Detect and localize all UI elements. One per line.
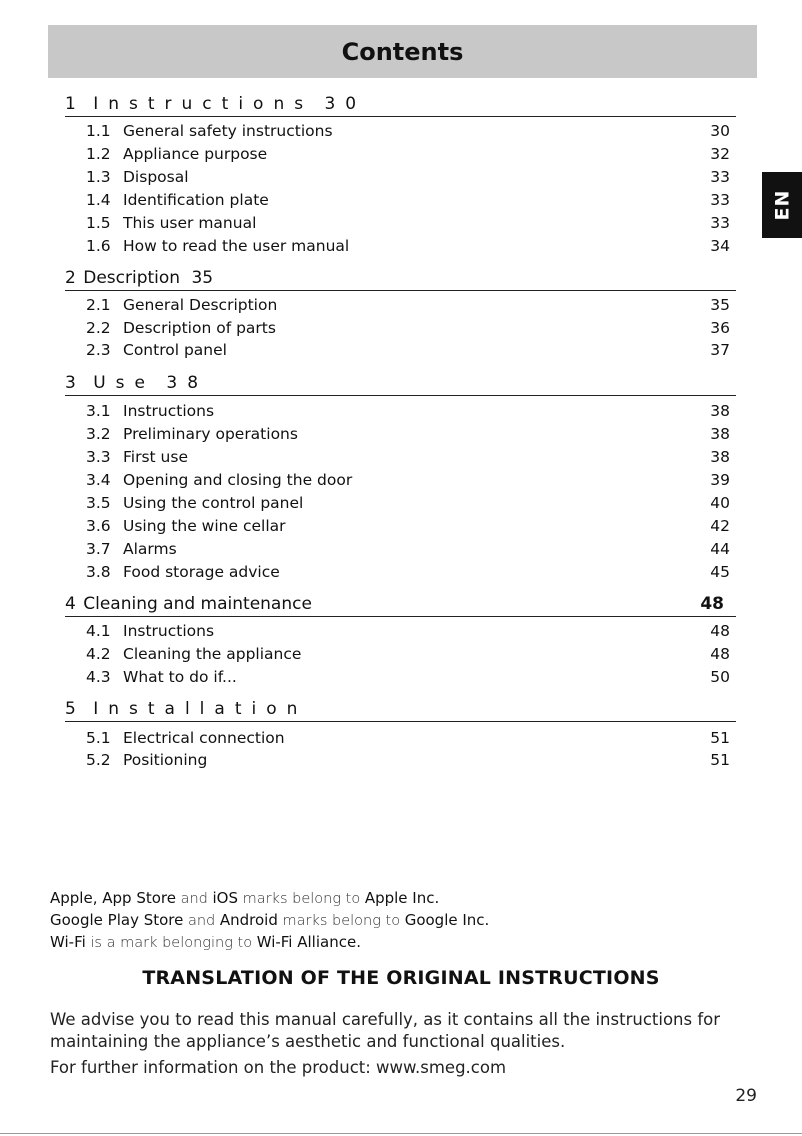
- entry-page: 36: [710, 319, 730, 337]
- section-number: 5: [65, 699, 86, 719]
- entry-page: 38: [710, 425, 730, 443]
- further-info-paragraph: For further information on the product: www.smeg.com: [50, 1058, 507, 1077]
- entry-number: 2.3: [86, 341, 111, 359]
- toc-entry[interactable]: [86, 643, 730, 665]
- entry-number: 1.3: [86, 168, 111, 186]
- toc-entry[interactable]: [86, 317, 730, 339]
- entry-title: Appliance purpose: [123, 145, 268, 163]
- entry-title: Opening and closing the door: [123, 471, 353, 489]
- entry-page: 37: [710, 341, 730, 359]
- section-number: 4: [65, 594, 76, 614]
- toc-entry[interactable]: [86, 235, 730, 257]
- trademark-line-wifi: [50, 932, 750, 954]
- toc-entry[interactable]: [86, 620, 730, 642]
- brand-wifi: Wi-Fi: [50, 933, 86, 951]
- toc-entry[interactable]: [86, 727, 730, 749]
- owner-apple-inc: Apple Inc.: [364, 889, 440, 907]
- entry-page: 30: [710, 122, 730, 140]
- owner-wifi-alliance: Wi-Fi Alliance: [256, 933, 357, 951]
- entry-page: 33: [710, 214, 730, 232]
- toc-entry[interactable]: [86, 561, 730, 583]
- toc-entry[interactable]: [86, 538, 730, 560]
- entry-number: 2.2: [86, 319, 111, 337]
- section-title: Instructions: [93, 94, 314, 114]
- entry-title: Cleaning the appliance: [123, 645, 302, 663]
- translation-heading: TRANSLATION OF THE ORIGINAL INSTRUCTIONS: [142, 967, 660, 989]
- entry-number: 4.3: [86, 668, 111, 686]
- entry-number: 2.1: [86, 296, 111, 314]
- language-tab-label: EN: [770, 189, 793, 221]
- entry-number: 1.2: [86, 145, 111, 163]
- entry-title: Preliminary operations: [123, 425, 298, 443]
- contents-banner: [48, 25, 757, 78]
- toc-entry[interactable]: [86, 666, 730, 688]
- section-page: 38: [166, 373, 209, 393]
- entry-page: 44: [710, 540, 730, 558]
- entry-number: 5.1: [86, 729, 111, 747]
- entry-title: This user manual: [123, 214, 257, 232]
- toc-entry[interactable]: [86, 446, 730, 468]
- brand-google-play: Google Play Store: [50, 911, 184, 929]
- toc-entry[interactable]: [86, 189, 730, 211]
- entry-page: 40: [710, 494, 730, 512]
- brand-apple: Apple: [50, 889, 93, 907]
- trademark-notice: [50, 888, 750, 954]
- entry-number: 3.7: [86, 540, 111, 558]
- page-title: Contents: [341, 37, 464, 66]
- entry-title: Disposal: [123, 168, 189, 186]
- entry-number: 5.2: [86, 751, 111, 769]
- entry-page: 32: [710, 145, 730, 163]
- entry-number: 1.6: [86, 237, 111, 255]
- entry-title: Instructions: [123, 402, 215, 420]
- section-page: 35: [191, 268, 214, 288]
- entry-title: Using the control panel: [123, 494, 304, 512]
- toc-entry[interactable]: [86, 469, 730, 491]
- toc-entry[interactable]: [86, 423, 730, 445]
- entry-title: How to read the user manual: [123, 237, 350, 255]
- page-number: 29: [735, 1086, 757, 1106]
- entry-page: 38: [710, 448, 730, 466]
- section-number: 3: [65, 373, 86, 393]
- entry-title: Alarms: [123, 540, 177, 558]
- entry-title: Control panel: [123, 341, 227, 359]
- entry-page: 48: [710, 622, 730, 640]
- entry-title: General safety instructions: [123, 122, 333, 140]
- section-title: Description: [83, 268, 181, 288]
- toc-entry[interactable]: [86, 492, 730, 514]
- entry-title: Electrical connection: [123, 729, 285, 747]
- toc-entry[interactable]: [86, 143, 730, 165]
- trademark-line-google: [50, 910, 750, 932]
- entry-title: Positioning: [123, 751, 208, 769]
- entry-number: 4.2: [86, 645, 111, 663]
- entry-number: 3.6: [86, 517, 111, 535]
- advise-paragraph: We advise you to read this manual carefully, as it contains all the instructions for maintaining the appliance’s aesthetic and functional qualities.: [50, 1010, 721, 1051]
- toc-entry[interactable]: [86, 515, 730, 537]
- entry-title: First use: [123, 448, 188, 466]
- toc-entry[interactable]: [86, 166, 730, 188]
- entry-number: 1.1: [86, 122, 111, 140]
- toc-entry[interactable]: [86, 212, 730, 234]
- entry-title: Identification plate: [123, 191, 269, 209]
- entry-page: 42: [710, 517, 730, 535]
- entry-number: 4.1: [86, 622, 111, 640]
- connector-text: marks belong to: [237, 891, 365, 907]
- entry-title: What to do if...: [123, 668, 237, 686]
- toc-entry[interactable]: [86, 400, 730, 422]
- entry-number: 1.4: [86, 191, 111, 209]
- entry-page: 48: [710, 645, 730, 663]
- separator: ,: [92, 889, 103, 907]
- connector-text: and: [183, 913, 220, 929]
- bottom-divider: [0, 1133, 802, 1134]
- toc-section-2[interactable]: [65, 268, 736, 291]
- trademark-line-apple: [50, 888, 750, 910]
- entry-page: 33: [710, 191, 730, 209]
- owner-google-inc: Google Inc.: [404, 911, 490, 929]
- entry-page: 50: [710, 668, 730, 686]
- section-title: Cleaning and maintenance: [83, 594, 312, 614]
- entry-page: 39: [710, 471, 730, 489]
- toc-section-3[interactable]: [65, 373, 736, 396]
- toc-entry[interactable]: [86, 120, 730, 142]
- toc-section-5[interactable]: [65, 699, 736, 722]
- section-title: Installation: [93, 699, 308, 719]
- entry-number: 3.5: [86, 494, 111, 512]
- connector-text: marks belong to: [277, 913, 405, 929]
- toc-section-4[interactable]: [65, 594, 736, 617]
- entry-number: 3.2: [86, 425, 111, 443]
- section-number: 2: [65, 268, 76, 288]
- toc-entry[interactable]: [86, 294, 730, 316]
- toc-entry[interactable]: [86, 749, 730, 771]
- entry-number: 3.4: [86, 471, 111, 489]
- brand-ios: iOS: [212, 889, 238, 907]
- connector-text: is a mark belonging to: [85, 935, 257, 951]
- entry-page: 51: [710, 729, 730, 747]
- toc-section-1[interactable]: [65, 94, 736, 117]
- entry-number: 1.5: [86, 214, 111, 232]
- section-page: 48: [700, 594, 724, 614]
- section-title: Use: [93, 373, 155, 393]
- language-tab: [762, 172, 802, 238]
- toc-entry[interactable]: [86, 339, 730, 361]
- entry-page: 45: [710, 563, 730, 581]
- entry-title: Instructions: [123, 622, 215, 640]
- period: .: [356, 933, 361, 951]
- entry-number: 3.3: [86, 448, 111, 466]
- section-page: 30: [324, 94, 367, 114]
- entry-page: 35: [710, 296, 730, 314]
- entry-page: 38: [710, 402, 730, 420]
- entry-title: Food storage advice: [123, 563, 280, 581]
- entry-page: 34: [710, 237, 730, 255]
- connector-text: and: [175, 891, 213, 907]
- entry-title: Using the wine cellar: [123, 517, 286, 535]
- section-number: 1: [65, 94, 86, 114]
- brand-android: Android: [219, 911, 278, 929]
- entry-title: General Description: [123, 296, 278, 314]
- entry-number: 3.8: [86, 563, 111, 581]
- entry-page: 51: [710, 751, 730, 769]
- brand-app-store: App Store: [102, 889, 176, 907]
- entry-number: 3.1: [86, 402, 111, 420]
- entry-page: 33: [710, 168, 730, 186]
- entry-title: Description of parts: [123, 319, 276, 337]
